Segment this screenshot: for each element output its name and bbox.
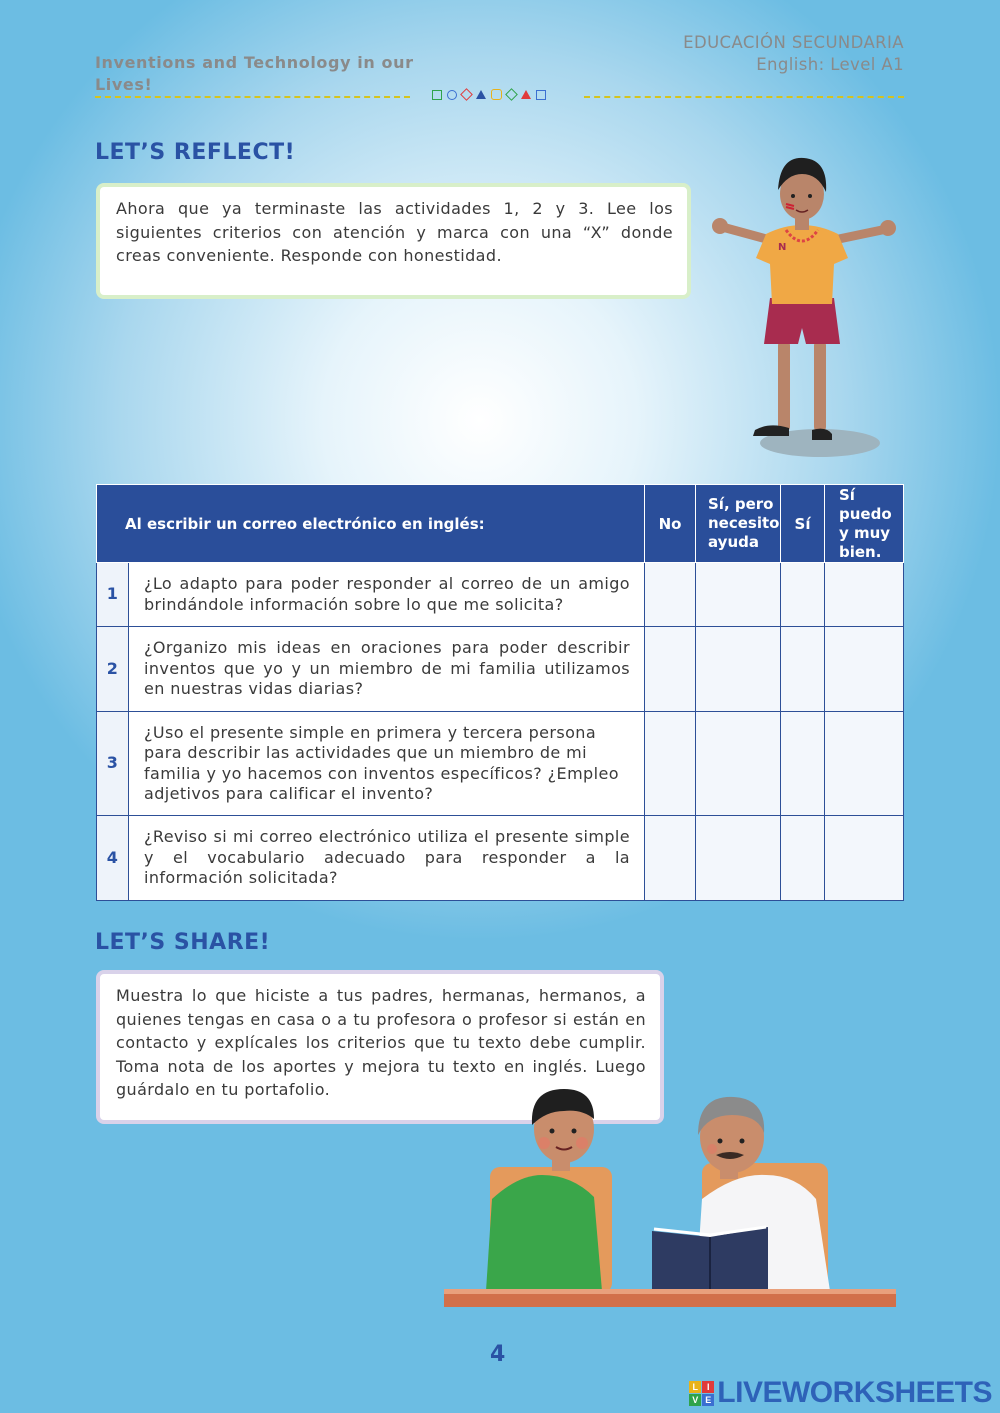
header-divider-left	[95, 96, 410, 98]
header-divider-right	[584, 96, 904, 98]
share-heading: LET’S SHARE!	[95, 930, 271, 955]
reflect-instructions: Ahora que ya terminaste las actividades 1, 2 y 3. Lee los siguientes criterios con atención y marca con una “X” donde creas conveniente. Responde con honestidad.	[116, 199, 673, 265]
self-assessment-table	[96, 484, 904, 901]
row-number: 2	[97, 627, 129, 712]
mark-cell-no[interactable]	[645, 816, 696, 901]
family-reading-illustration	[440, 1085, 900, 1315]
decorative-shapes	[432, 89, 546, 100]
reflect-instructions-box	[96, 183, 691, 299]
logo-letter: V	[689, 1394, 701, 1406]
diamond-icon	[505, 88, 518, 101]
level-line-2: English: Level A1	[756, 55, 904, 74]
mark-cell-yes-with-help[interactable]	[696, 816, 781, 901]
reflect-heading: LET’S REFLECT!	[95, 140, 296, 165]
svg-text:N: N	[778, 242, 787, 253]
table-row	[97, 712, 904, 816]
table-row	[97, 627, 904, 712]
flower-icon	[491, 89, 502, 100]
mark-cell-yes-very-well[interactable]	[825, 563, 904, 627]
row-number: 3	[97, 712, 129, 816]
mark-cell-yes-very-well[interactable]	[825, 816, 904, 901]
mark-cell-yes[interactable]	[781, 712, 825, 816]
mark-cell-yes[interactable]	[781, 563, 825, 627]
liveworksheets-brand	[689, 1376, 992, 1410]
logo-letter: I	[702, 1381, 714, 1393]
student-girl-illustration	[700, 150, 910, 462]
page-number: 4	[490, 1342, 506, 1367]
column-header-yes: Sí	[781, 485, 825, 563]
level-line-1: EDUCACIÓN SECUNDARIA	[683, 33, 904, 52]
column-header-no: No	[645, 485, 696, 563]
row-number: 4	[97, 816, 129, 901]
column-header-yes-with-help: Sí, pero necesito ayuda	[696, 485, 781, 563]
logo-letter: L	[689, 1381, 701, 1393]
table-row	[97, 816, 904, 901]
mark-cell-yes-very-well[interactable]	[825, 627, 904, 712]
mark-cell-yes[interactable]	[781, 816, 825, 901]
criteria-header: Al escribir un correo electrónico en inglés:	[97, 485, 645, 563]
share-instructions: Muestra lo que hiciste a tus padres, hermanas, hermanos, a quienes tengas en casa o a tu profesora o profesor si están en contacto y explícales los criterios que tu texto debe cumplir. Toma nota de los aportes y mejora tu texto en inglés. Luego guárdalo en tu portafolio.	[116, 986, 646, 1099]
logo-letter: E	[702, 1394, 714, 1406]
square-icon	[432, 90, 442, 100]
table-row	[97, 563, 904, 627]
row-number: 1	[97, 563, 129, 627]
diamond-icon	[460, 88, 473, 101]
mark-cell-yes[interactable]	[781, 627, 825, 712]
square-icon	[536, 90, 546, 100]
mark-cell-yes-with-help[interactable]	[696, 627, 781, 712]
liveworksheets-logo-icon	[689, 1381, 714, 1406]
unit-title: Inventions and Technology in our Lives!	[95, 53, 414, 94]
triangle-icon	[476, 90, 486, 99]
circle-icon	[447, 90, 457, 100]
mark-cell-yes-with-help[interactable]	[696, 712, 781, 816]
column-header-yes-very-well: Sí puedo y muy bien.	[825, 485, 904, 563]
mark-cell-yes-very-well[interactable]	[825, 712, 904, 816]
table-header-row	[97, 485, 904, 563]
mark-cell-no[interactable]	[645, 712, 696, 816]
mark-cell-yes-with-help[interactable]	[696, 563, 781, 627]
mark-cell-no[interactable]	[645, 563, 696, 627]
mark-cell-no[interactable]	[645, 627, 696, 712]
brand-name: LIVEWORKSHEETS	[717, 1376, 992, 1409]
level-info	[683, 32, 904, 76]
criterion-text: ¿Organizo mis ideas en oraciones para poder describir inventos que yo y un miembro de mi familia utilizamos en nuestras vidas diarias?	[129, 627, 645, 712]
triangle-icon	[521, 90, 531, 99]
criterion-text: ¿Lo adapto para poder responder al correo de un amigo brindándole información sobre lo que me solicita?	[129, 563, 645, 627]
criterion-text: ¿Reviso si mi correo electrónico utiliza el presente simple y el vocabulario adecuado para responder a la información solicitada?	[129, 816, 645, 901]
criterion-text: ¿Uso el presente simple en primera y tercera persona para describir las actividades que un miembro de mi familia y yo hacemos con inventos específicos? ¿Empleo adjetivos para calificar el invento?	[129, 712, 645, 816]
